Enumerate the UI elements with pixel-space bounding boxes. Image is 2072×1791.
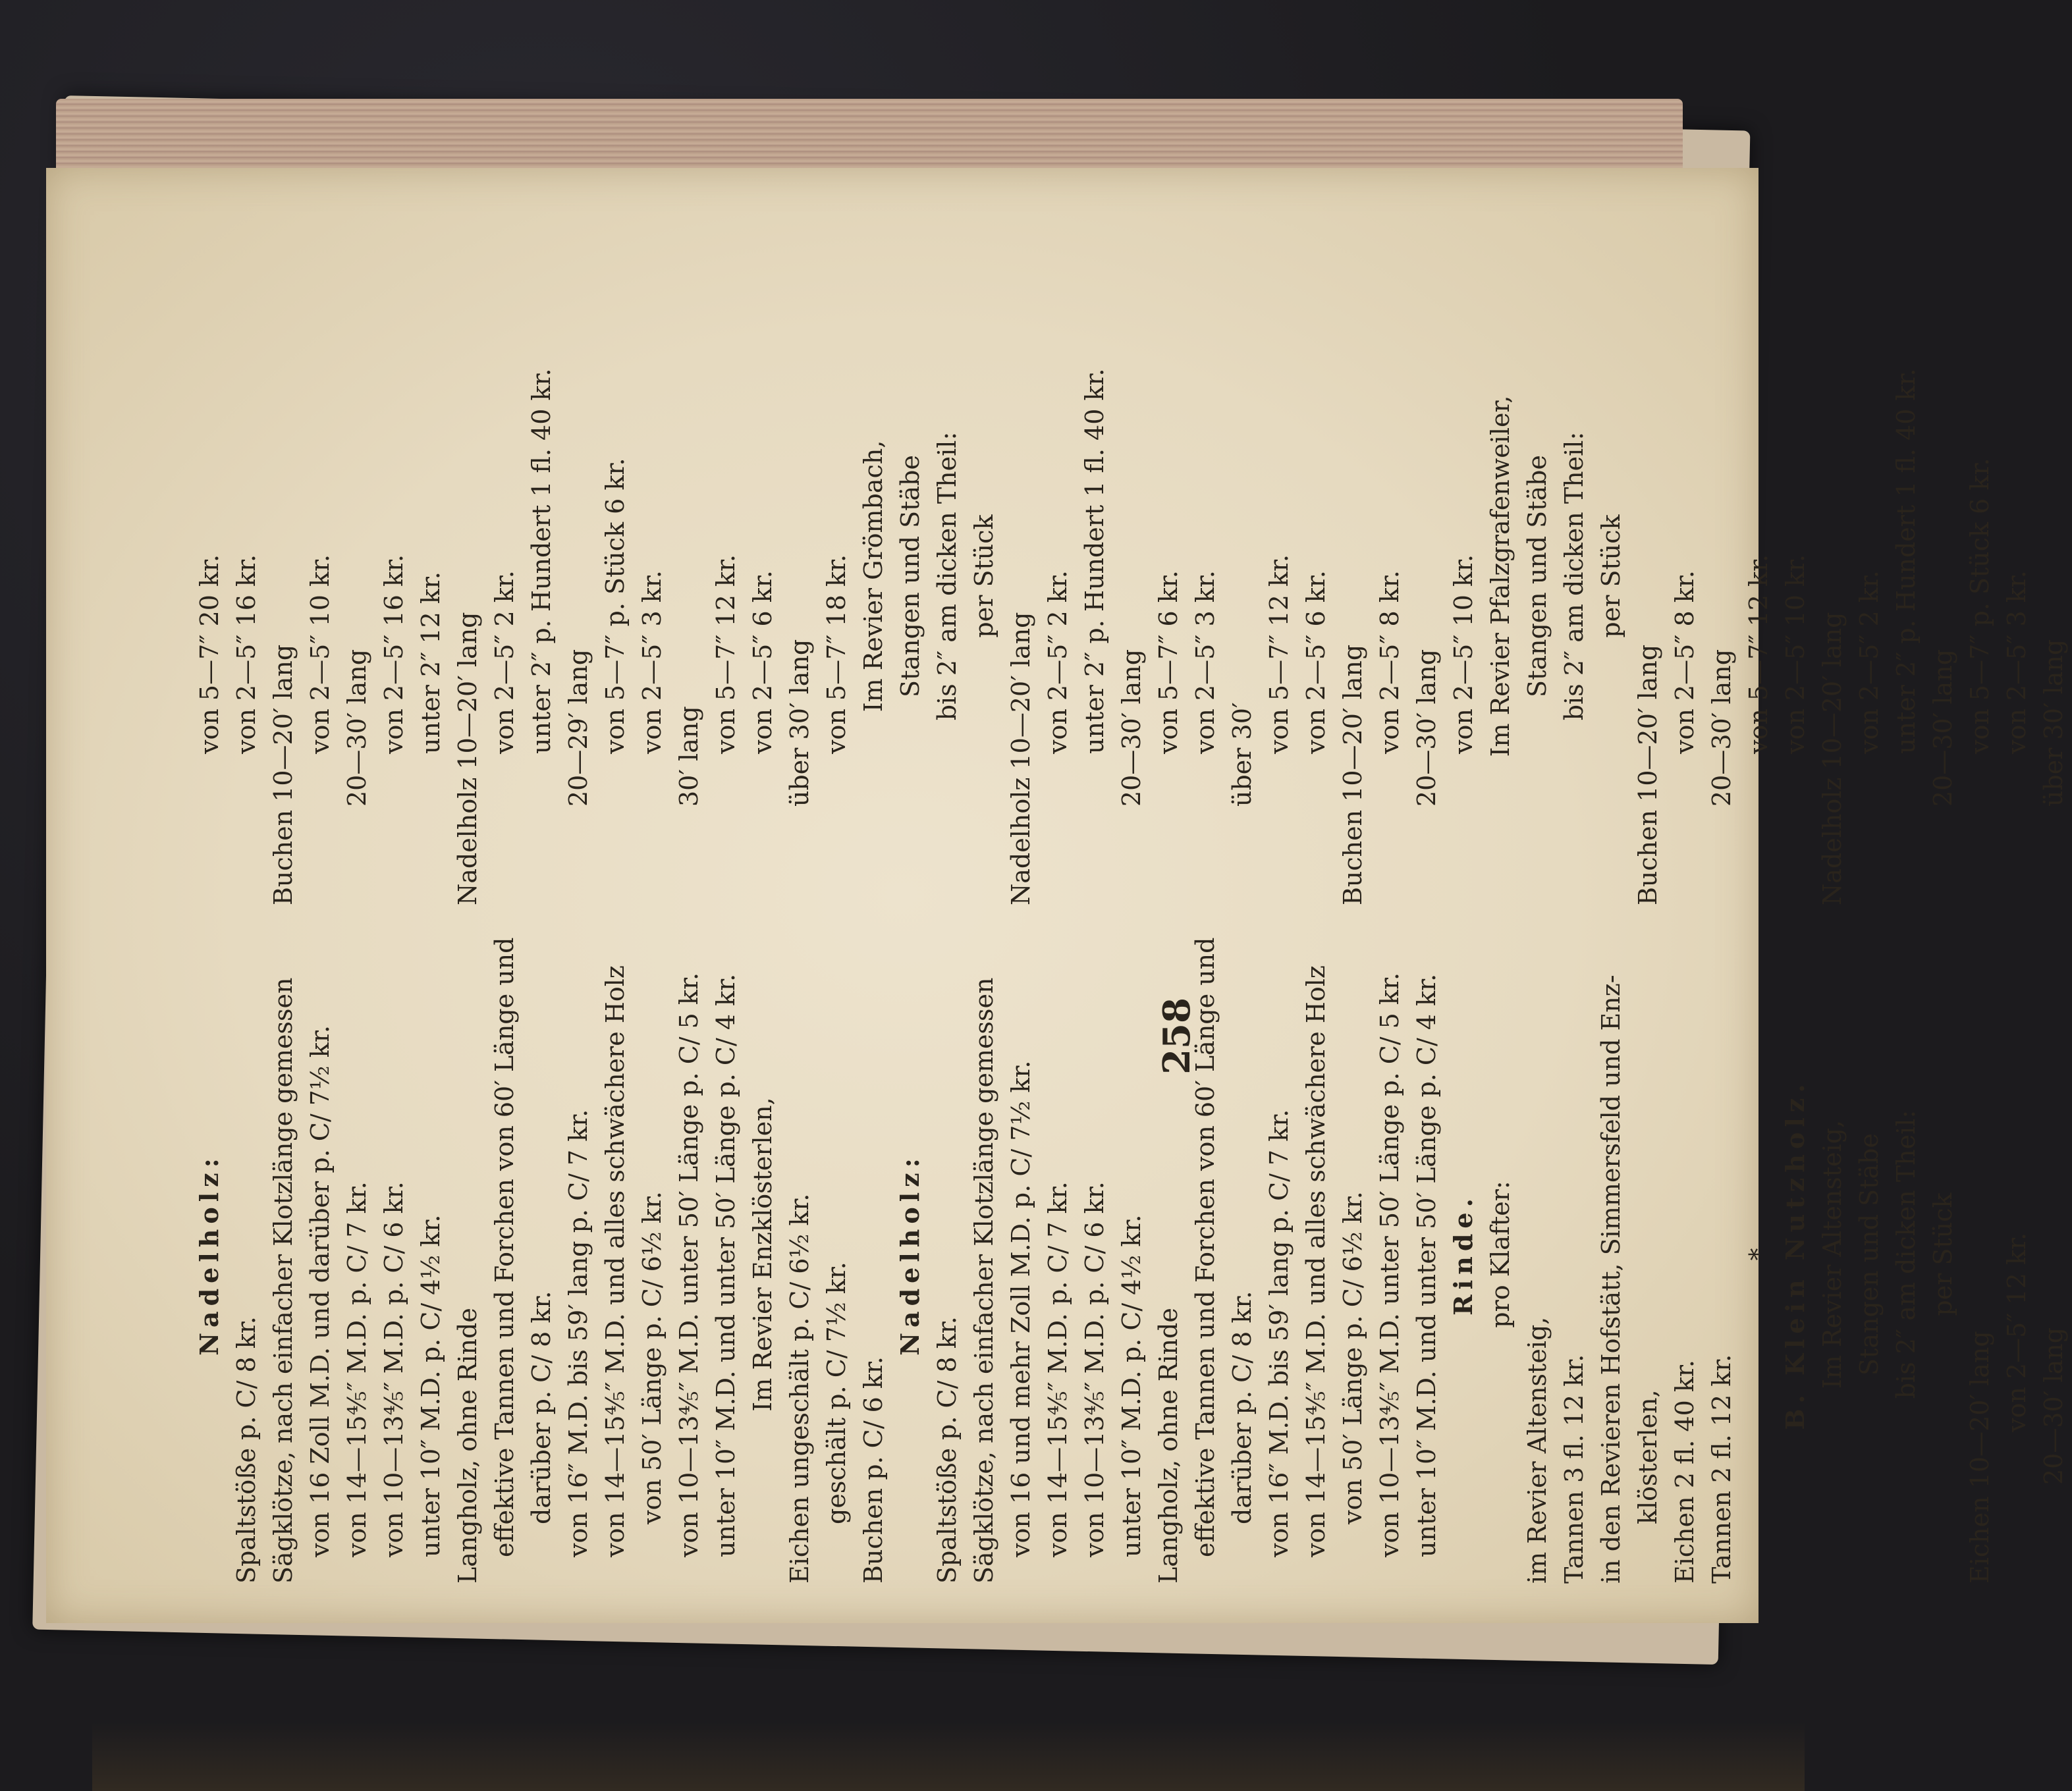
text-line: per Stück [1596, 514, 1625, 638]
text-line: 20—30′ lang [1707, 649, 1736, 807]
text-line: geschält p. C/ 7½ kr. [822, 1262, 851, 1524]
text-line: von 2—5″ 10 kr. [306, 554, 335, 754]
page-block-edge [56, 99, 1683, 178]
text-line: pro Klafter: [1486, 1181, 1515, 1328]
text-line: Stangen und Stäbe [1523, 455, 1552, 697]
text-line: von 50′ Länge p. C/ 6½ kr. [638, 1191, 667, 1524]
text-line: von 16″ M.D. bis 59′ lang p. C/ 7 kr. [564, 1109, 593, 1557]
text-line: über 30′ lang [2039, 639, 2068, 807]
text-line: Im Revier Grömbach, [859, 440, 888, 712]
text-line: Nadelholz 10—20′ lang [1006, 612, 1035, 905]
text-line: von 10—13⅘″ M.D. unter 50′ Länge p. C/ 5 kr. [674, 972, 703, 1557]
text-line: in den Revieren Hofstätt, Simmersfeld und Enz- [1596, 975, 1625, 1584]
rotated-page-content [72, 207, 2068, 1610]
text-line: Stangen und Stäbe [896, 455, 925, 697]
text-line: Buchen 10—20′ lang [1633, 644, 1662, 905]
binding-shadow [92, 1722, 1805, 1791]
text-line: 20—30′ lang [1928, 649, 1957, 807]
text-line: Nadelholz: [194, 1153, 224, 1356]
text-line: von 50′ Länge p. C/ 6½ kr. [1338, 1191, 1367, 1524]
text-line: unter 2″ p. Hundert 1 fl. 40 kr. [1080, 368, 1109, 754]
text-line: von 5—7″ 18 kr. [822, 554, 851, 754]
text-line: von 2—5″ 2 kr. [490, 570, 519, 754]
text-line: von 2—5″ 3 kr. [1191, 570, 1220, 754]
text-line: von 2—5″ 6 kr. [748, 570, 777, 754]
text-line: effektive Tannen und Forchen von 60′ Länge und [1191, 937, 1220, 1557]
text-line: unter 10″ M.D. p. C/ 4½ kr. [1117, 1214, 1146, 1557]
text-line: von 2—5″ 3 kr. [2002, 570, 2031, 754]
text-line: per Stück [1928, 1192, 1957, 1316]
text-line: von 14—15⅘″ M.D. und alles schwächere Holz [1301, 965, 1330, 1557]
text-line: klösterlen, [1633, 1389, 1662, 1524]
page-text-area [72, 168, 2068, 1623]
text-line: Langholz, ohne Rinde [1154, 1308, 1183, 1584]
text-line: von 2—5″ 10 kr. [1781, 554, 1810, 754]
text-line: Rinde. [1448, 1193, 1478, 1316]
text-line: von 2—5″ 2 kr. [1043, 570, 1072, 754]
text-line: von 16 Zoll M.D. und darüber p. C/ 7½ kr. [306, 1025, 335, 1557]
text-line: von 5—7″ 12 kr. [711, 554, 740, 754]
text-line: effektive Tannen und Forchen von 60′ Länge und [490, 937, 519, 1557]
book-page [46, 168, 2068, 1623]
text-line: von 10—13⅘″ M.D. p. C/ 6 kr. [1080, 1181, 1109, 1557]
text-line: Im Revier Pfalzgrafenweiler, [1486, 395, 1515, 757]
text-line: von 2—5″ 10 kr. [1449, 554, 1478, 754]
text-line: Buchen 10—20′ lang [269, 644, 298, 905]
page-number: 258 [1155, 998, 1199, 1075]
text-line: bis 2″ am dicken Theil: [933, 431, 962, 721]
text-line: Sägklötze, nach einfacher Klotzlänge gemessen [269, 977, 298, 1584]
text-line: 20—30′ lang [1117, 649, 1146, 807]
text-line: von 10—13⅘″ M.D. p. C/ 6 kr. [379, 1181, 408, 1557]
text-line: unter 2″ 12 kr. [416, 572, 445, 754]
text-line: Im Revier Enzklösterlen, [748, 1097, 777, 1412]
text-line: über 30′ [1228, 702, 1257, 807]
text-line: * [1744, 1248, 1773, 1261]
text-line: Nadelholz 10—20′ lang [1818, 612, 1847, 905]
text-line: von 5—7″ 20 kr. [195, 554, 224, 754]
text-line: von 2—5″ 16 kr. [379, 554, 408, 754]
text-line: von 2—5″ 12 kr. [2002, 1232, 2031, 1432]
text-line: unter 2″ p. Hundert 1 fl. 40 kr. [527, 368, 556, 754]
text-line: Eichen 2 fl. 40 kr. [1670, 1360, 1699, 1584]
text-line: Eichen 10—20′ lang [1965, 1331, 1994, 1584]
text-line: 20—30′ lang [1412, 649, 1441, 807]
text-line: von 14—15⅘″ M.D. p. C/ 7 kr. [1043, 1181, 1072, 1557]
text-line: Sägklötze, nach einfacher Klotzlänge gemessen [969, 977, 998, 1584]
text-line: von 5—7″ p. Stück 6 kr. [1965, 458, 1994, 754]
text-line: Tannen 2 fl. 12 kr. [1707, 1354, 1736, 1584]
text-line: von 2—5″ 16 kr. [232, 554, 261, 754]
text-line: Nadelholz: [895, 1153, 925, 1356]
text-line: im Revier Altensteig, [1523, 1316, 1552, 1584]
text-line: Im Revier Altensteig, [1818, 1119, 1847, 1389]
text-line: Nadelholz 10—20′ lang [453, 612, 482, 905]
text-line: Langholz, ohne Rinde [453, 1308, 482, 1584]
text-line: 30′ lang [674, 706, 703, 807]
left-text-column [191, 925, 2068, 1584]
text-line: über 30′ lang [785, 639, 814, 807]
text-line: von 2—5″ 8 kr. [1375, 570, 1404, 754]
text-line: bis 2″ am dicken Theil: [1892, 1109, 1921, 1399]
text-line: Buchen 10—20′ lang [1338, 644, 1367, 905]
text-line: 20—29′ lang [564, 649, 593, 807]
text-line: von 14—15⅘″ M.D. und alles schwächere Holz [601, 965, 630, 1557]
text-line: per Stück [969, 514, 998, 638]
text-line: von 5—7″ 6 kr. [1154, 570, 1183, 754]
text-line: von 5—7″ 12 kr. [1265, 554, 1294, 754]
text-line: darüber p. C/ 8 kr. [1228, 1291, 1257, 1524]
text-line: 20—30′ lang [2039, 1327, 2068, 1485]
text-line: von 16 und mehr Zoll M.D. p. C/ 7½ kr. [1006, 1060, 1035, 1557]
text-line: von 5—7″ p. Stück 6 kr. [601, 458, 630, 754]
text-line: von 10—13⅘″ M.D. unter 50′ Länge p. C/ 5 kr. [1375, 972, 1404, 1557]
text-line: von 2—5″ 6 kr. [1301, 570, 1330, 754]
text-line: Tannen 3 fl. 12 kr. [1560, 1354, 1589, 1584]
text-line: Stangen und Stäbe [1855, 1133, 1884, 1376]
text-line: 20—30′ lang [342, 649, 371, 807]
text-line: bis 2″ am dicken Theil: [1560, 431, 1589, 721]
right-text-column [191, 247, 2068, 905]
text-line: von 14—15⅘″ M.D. p. C/ 7 kr. [342, 1181, 371, 1557]
text-line: von 2—5″ 2 kr. [1855, 570, 1884, 754]
text-line: Spaltstöße p. C/ 8 kr. [933, 1316, 962, 1584]
text-line: unter 10″ M.D. und unter 50′ Länge p. C/ 4 kr. [1412, 973, 1441, 1557]
text-line: Eichen ungeschält p. C/ 6½ kr. [785, 1193, 814, 1584]
text-line: von 2—5″ 8 kr. [1670, 570, 1699, 754]
text-line: von 16″ M.D. bis 59′ lang p. C/ 7 kr. [1265, 1109, 1294, 1557]
text-line: darüber p. C/ 8 kr. [527, 1291, 556, 1524]
text-line: Buchen p. C/ 6 kr. [859, 1356, 888, 1584]
text-line: von 2—5″ 3 kr. [638, 570, 667, 754]
text-line: B. Klein Nutzholz. [1780, 1079, 1810, 1430]
text-line: Spaltstöße p. C/ 8 kr. [232, 1316, 261, 1584]
text-line: unter 10″ M.D. und unter 50′ Länge p. C/ 4 kr. [711, 973, 740, 1557]
text-line: unter 10″ M.D. p. C/ 4½ kr. [416, 1214, 445, 1557]
text-line: unter 2″ p. Hundert 1 fl. 40 kr. [1892, 368, 1921, 754]
text-line: von 5—7″ 12 kr. [1744, 554, 1773, 754]
